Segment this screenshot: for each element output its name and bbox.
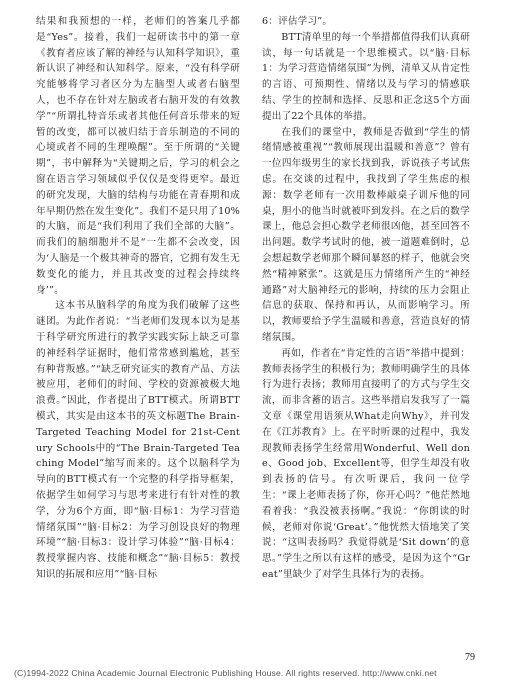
right-paragraph-4: 再如，作者在“肯定性的言语”举措中提到：教师表扬学生的积极行为；教师明确学生的具体行为进行表扬；教师用直接明了的方式与学生交流，而非含蓄的语言。这些举措启发我写了一篇文章《课堂用语须从What走向Why》，并刊发在《江苏教育》上。在平时听课的过程中，我发现教师表扬学生经常用Wonderful、Well done、Good job、Excellent等，但学生却没有收到表扬的信号。有次听课后，我问一位学生：“课上老师表扬了你，你开心吗？”他茫然地看着我：“我没被表扬啊。”我说：“你朗读的时候，老师对你说‘Great’。”他恍然大悟地笑了笑说：“这叫表扬吗？我觉得就是‘Sit down’的意思。”学生之所以有这样的感受，是因为这个“Great”里缺少了对学生具体行为的表扬。 xyxy=(262,347,470,580)
left-paragraph-2: 这本书从脑科学的角度为我们破解了这些谜团。为此作者说：“当老师们发现本以为是基于科学研究所进行的教学实践实际上缺乏可靠的神经科学证据时，他们常常感到尴尬，甚至有种背叛感。”“缺乏研究证实的教育产品、方法被应用，老师们的时间、学校的资源被极大地浪费。”因此，作者提出了BTT模式。所谓BTT模式，其实是由这本书的英文标题The Brain-Targeted Teaching Model for 21st-Century Schools中的“The Brain-Targeted Teaching Model”缩写而来的。这个以脑科学为导向的BTT模式有一个完整的科学指导框架，依据学生如何学习与思考来进行有针对性的教学，分为6个方面，即“脑·目标1：为学习营造情绪氛围”“脑·目标2：为学习创设良好的物理环境”“脑·目标3：设计学习体验”“脑·目标4：教授掌握内容、技能和概念”“脑·目标5：教授知识的拓展和应用”“脑·目标 xyxy=(36,300,240,580)
left-paragraph-1: 结果和我预想的一样，老师们的答案几乎都是“Yes”。接着，我们一起研读书中的第一章《教育者应该了解的神经与认知科学知识》，重新认识了神经和认知科学。原来，“没有科学研究能够将学习者区分为左脑型人或者右脑型人，也不存在针对左脑或者右脑开发的有效教学”“所谓扎特音乐或者其他任何音乐带来的短暂的改变，都可以被归结于音乐制造的不同的心境或者不同的生理唤醒”。至于所谓的“关键期”，书中解释为“关键期之后，学习的机会之窗在语言学习领域似乎仅仅是变得更窄。最近的研究发现，大脑的结构与功能在青春期和成年早期仍然在发生变化”。我们不是只用了10%的大脑，而是“我们利用了我们全部的大脑”。而我们的脑细胞并不是“一生都不会改变，因为‘人脑是一个极其神奇的器官，它拥有发生无数变化的能力，并且其改变的过程会持续终身’”。 xyxy=(36,16,240,296)
left-column xyxy=(36,14,240,583)
right-paragraph-3: 在我们的课堂中，教师是否做到“学生的情绪情感被重视”“教师展现出温暖和善意”？曾有一位四年级男生的家长找到我，诉说孩子考试焦虑。在交谈的过程中，我找到了学生焦虑的根源：数学老师有一次用数棒敲桌子训斥他的同桌，胆小的他当时就被吓到发抖。在之后的数学课上，他总会担心数学老师很凶他，甚至回答不出问题。数学考试时的他，被一道题难倒时，总会想起数学老师那个瞬间暴怒的样子，他就会突然“精神紧张”。这就是压力情绪所产生的“神经通路”对大脑神经元的影响，持续的压力会阻止信息的获取、保持和再认，从而影响学习。所以，教师要给予学生温暖和善意，营造良好的情绪氛围。 xyxy=(262,126,470,343)
right-paragraph-2: BTT清单里的每一个举措都值得我们认真研读，每一句话就是一个思维模式。以“脑·目标1：为学习营造情绪氛围”为例，清单又从肯定性的言语、可预期性、情绪以及与学习的情感联结、学生的控制和选择、反思和正念这5个方面提出了22个具体的举措。 xyxy=(262,31,470,122)
right-column xyxy=(262,14,470,583)
page-number: 79 xyxy=(465,652,475,663)
copyright-footer: (C)1994-2022 China Academic Journal Electronic Publishing House. All rights reserved. http://www.cnki.net xyxy=(14,668,437,678)
right-paragraph-1: 6：评估学习”。 xyxy=(262,16,333,27)
